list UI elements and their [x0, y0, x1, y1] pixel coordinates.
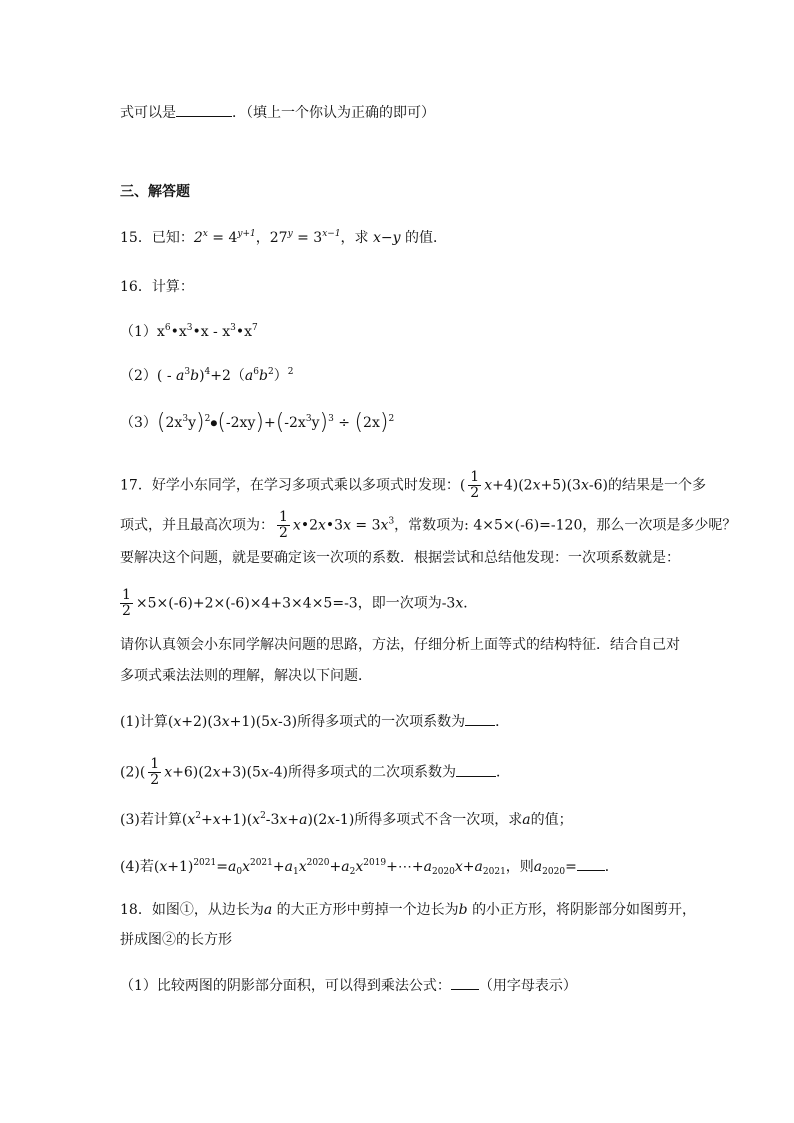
q17-sub-3: (3)若计算$(x^2+x+1)(x^2-3x+a)(2x-1)$所得多项式不含一次项，求a的值； — [120, 811, 573, 828]
question-18-line1: 18．如图①，从边长为a 的大正方形中剪掉一个边长为b 的小正方形，将阴影部分如图剪开， — [120, 902, 697, 918]
question-17-line2: 项式，并且最高次项为： $\frac{1}{2}$ x•2x•3x = $3x^3$，常数项为: 4×5×(-6)=-120，那么一次项是多少呢？ — [120, 509, 737, 541]
question-18-line2: 拼成图②的长方形 — [120, 932, 232, 948]
q16-part-1: $(1)x^6•x^3•x$ - $x^3•x^7$ — [120, 323, 258, 340]
question-17-line5: 请你认真领会小东同学解决问题的思路，方法，仔细分析上面等式的结构特征．结合自己对 — [120, 637, 680, 653]
question-17-line4: $\frac{1}{2}$ ×5×(-6)+2×(-6)×4+3×4×5=-3，即一次项为-3x． — [122, 587, 478, 619]
question-17-line6: 多项式乘法法则的理解，解决以下问题． — [120, 668, 372, 684]
answer-blank[interactable] — [176, 102, 232, 117]
q18-part-1: （1）比较两图的阴影部分面积，可以得到乘法公式： （用字母表示） — [120, 975, 577, 996]
q16-part-3: $(3)(2x^3y)^2⦁(-2xy)+(-2x^3y)^3 \div (2x)^2$ — [120, 410, 395, 435]
q17-sub-4: (4)若$(x+1)^{2021}=a_0x^{2021}+a_1x^{2020}+a_2x^{2019}+\cdots+a_{2020}x+a_{2021}$，则$a_{2020}=$ ． — [120, 858, 619, 877]
q14-tail-line: 式可以是 ．（填上一个你认为正确的即可） — [120, 102, 435, 123]
question-17-line3: 要解决这个问题，就是要确定该一次项的系数．根据尝试和总结他发现：一次项系数就是： — [120, 550, 680, 566]
question-16: 16．计算： — [120, 279, 194, 295]
answer-blank[interactable] — [451, 975, 479, 990]
q17-sub-2: (2)( $\frac{1}{2}$ x+6)(2x+3)(5x-4)所得多项式的二次项系数为 ． — [120, 756, 510, 788]
q16-part-2: $(2)( - a^3b)^4+2(a^6b^2)^2$ — [120, 367, 294, 384]
section-title: 三、解答题 — [120, 184, 190, 200]
answer-blank[interactable] — [456, 762, 496, 777]
question-17-line1: 17．好学小东同学，在学习多项式乘以多项式时发现：( $\frac{1}{2}$ x+4)(2x+5)(3x-6)的结果是一个多 — [120, 469, 706, 501]
question-15: 15．已知：$2^x = 4^{y+1}$，$27^y = 3^{x-1}$，求 x−y 的值． — [120, 229, 448, 246]
answer-blank[interactable] — [465, 711, 495, 726]
q17-sub-1: (1)计算(x+2)(3x+1)(5x-3)所得多项式的一次项系数为 ． — [120, 711, 509, 732]
answer-blank[interactable] — [577, 856, 605, 871]
